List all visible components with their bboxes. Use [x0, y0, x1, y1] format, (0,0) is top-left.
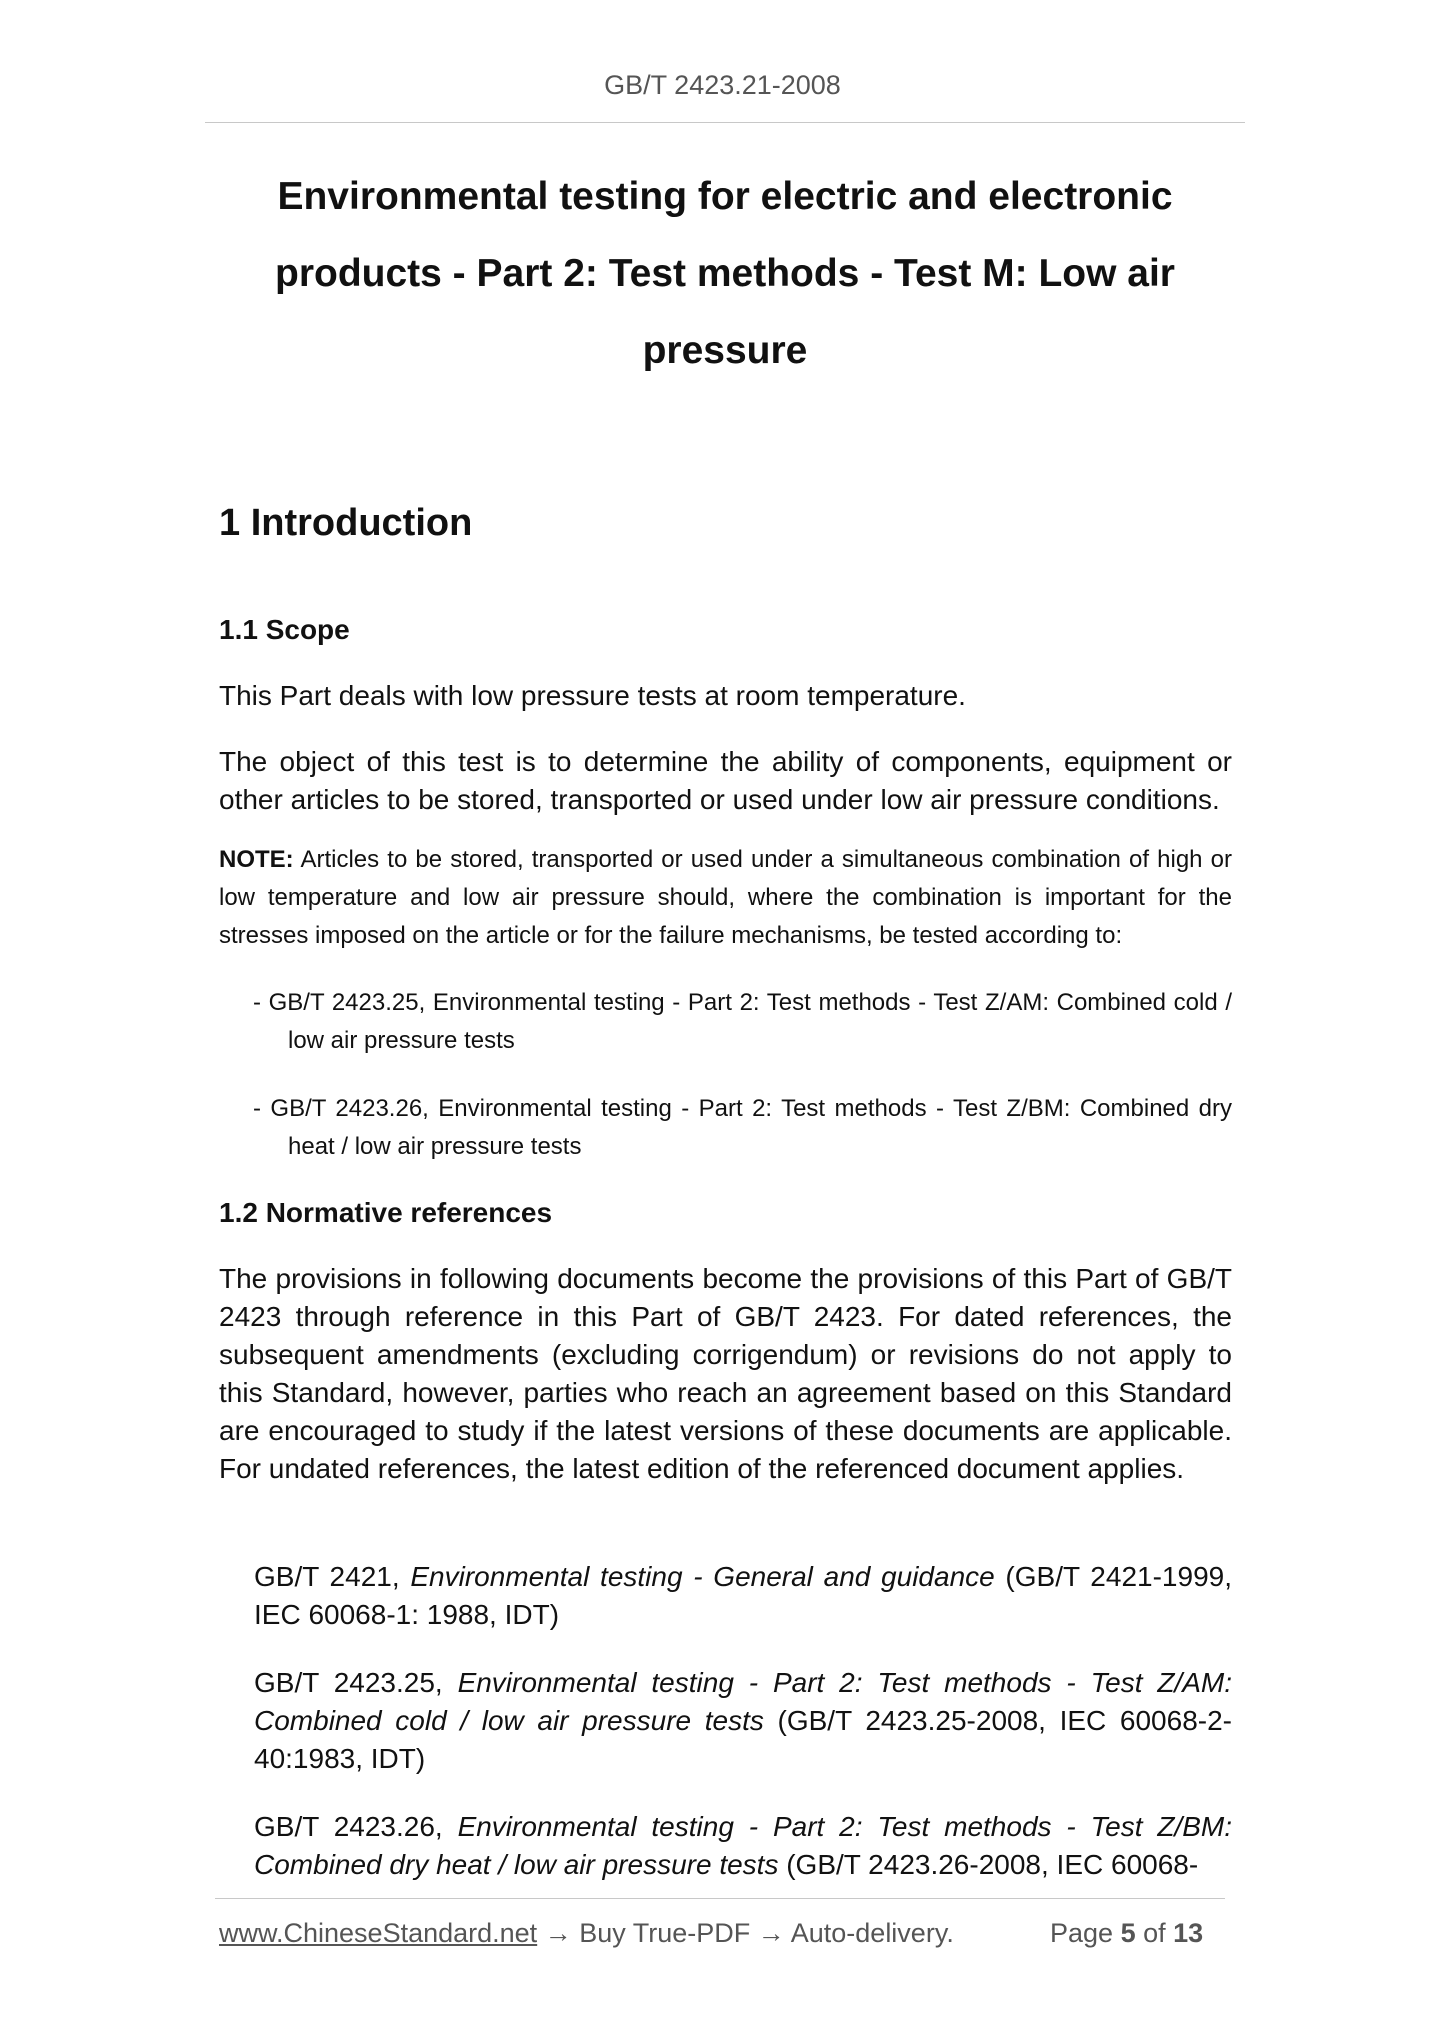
reference-code: GB/T 2423.25, [254, 1667, 458, 1698]
title-line-3: pressure [642, 329, 808, 372]
page-word: Page [1050, 1918, 1121, 1948]
scope-bullet-2: - GB/T 2423.26, Environmental testing - Part 2: Test methods - Test Z/BM: Combined dry heat / low air pressure tests [253, 1095, 1232, 1160]
scope-paragraph-2: The object of this test is to determine the ability of components, equipment or other articles to be stored, transported or used under low air pressure conditions. [219, 746, 1232, 815]
header-divider [205, 122, 1245, 123]
reference-title: Environmental testing - Part 2: Test methods - Test Z/BM: Combined dry heat / low air pressure tests [254, 1811, 1232, 1880]
website-link[interactable]: www.ChineseStandard.net [219, 1918, 538, 1948]
reference-suffix: (GB/T 2423.25-2008, IEC 60068-2-40:1983, IDT) [254, 1705, 1232, 1774]
section-heading-normative-references: 1.2 Normative references [219, 1197, 553, 1228]
title-line-2: products - Part 2: Test methods - Test M: Low air [275, 252, 1175, 295]
note-label: NOTE: [219, 846, 294, 873]
page-of: of [1135, 1918, 1174, 1948]
reference-code: GB/T 2421, [254, 1561, 411, 1592]
reference-title: Environmental testing - Part 2: Test methods - Test Z/AM: Combined cold / low air pressure tests [254, 1667, 1232, 1736]
reference-suffix: (GB/T 2423.26-2008, IEC 60068- [778, 1849, 1199, 1880]
section-heading-scope: 1.1 Scope [219, 614, 350, 645]
page-number [1050, 1918, 1203, 1949]
reference-item [254, 1558, 1232, 1634]
footer-left [219, 1918, 954, 1949]
document-title [220, 158, 1230, 389]
reference-item [254, 1664, 1232, 1778]
title-line-1: Environmental testing for electric and electronic [277, 175, 1173, 218]
footer-divider [215, 1898, 1225, 1899]
reference-item [254, 1808, 1232, 1884]
scope-paragraph-1: This Part deals with low pressure tests at room temperature. [219, 680, 966, 711]
page-header-code: GB/T 2423.21-2008 [604, 70, 841, 100]
scope-note [219, 841, 1232, 955]
section-heading-introduction: 1 Introduction [219, 502, 473, 544]
scope-bullet-1: - GB/T 2423.25, Environmental testing - Part 2: Test methods - Test Z/AM: Combined cold / low air pressure tests [253, 989, 1232, 1054]
reference-title: Environmental testing - General and guidance [410, 1561, 995, 1592]
reference-suffix: (GB/T 2421-1999, IEC 60068-1: 1988, IDT) [254, 1561, 1232, 1630]
footer-tagline: → Buy True-PDF → Auto-delivery. [537, 1918, 954, 1948]
reference-code: GB/T 2423.26, [254, 1811, 458, 1842]
normative-paragraph: The provisions in following documents become the provisions of this Part of GB/T 2423 through reference in this Part of GB/T 2423. For dated references, the subsequent amendments (excluding corrigendum) or revisions do not apply to this Standard, however, parties who reach an agreement based on this Standard are encouraged to study if the latest versions of these documents are applicable. For undated references, the latest edition of the referenced document applies. [219, 1263, 1232, 1484]
page-total: 13 [1173, 1918, 1204, 1948]
page-current: 5 [1120, 1918, 1136, 1948]
note-text: Articles to be stored, transported or used under a simultaneous combination of high or low temperature and low air pressure should, where the combination is important for the stresses imposed on the article or for the failure mechanisms, be tested according to: [219, 846, 1232, 949]
